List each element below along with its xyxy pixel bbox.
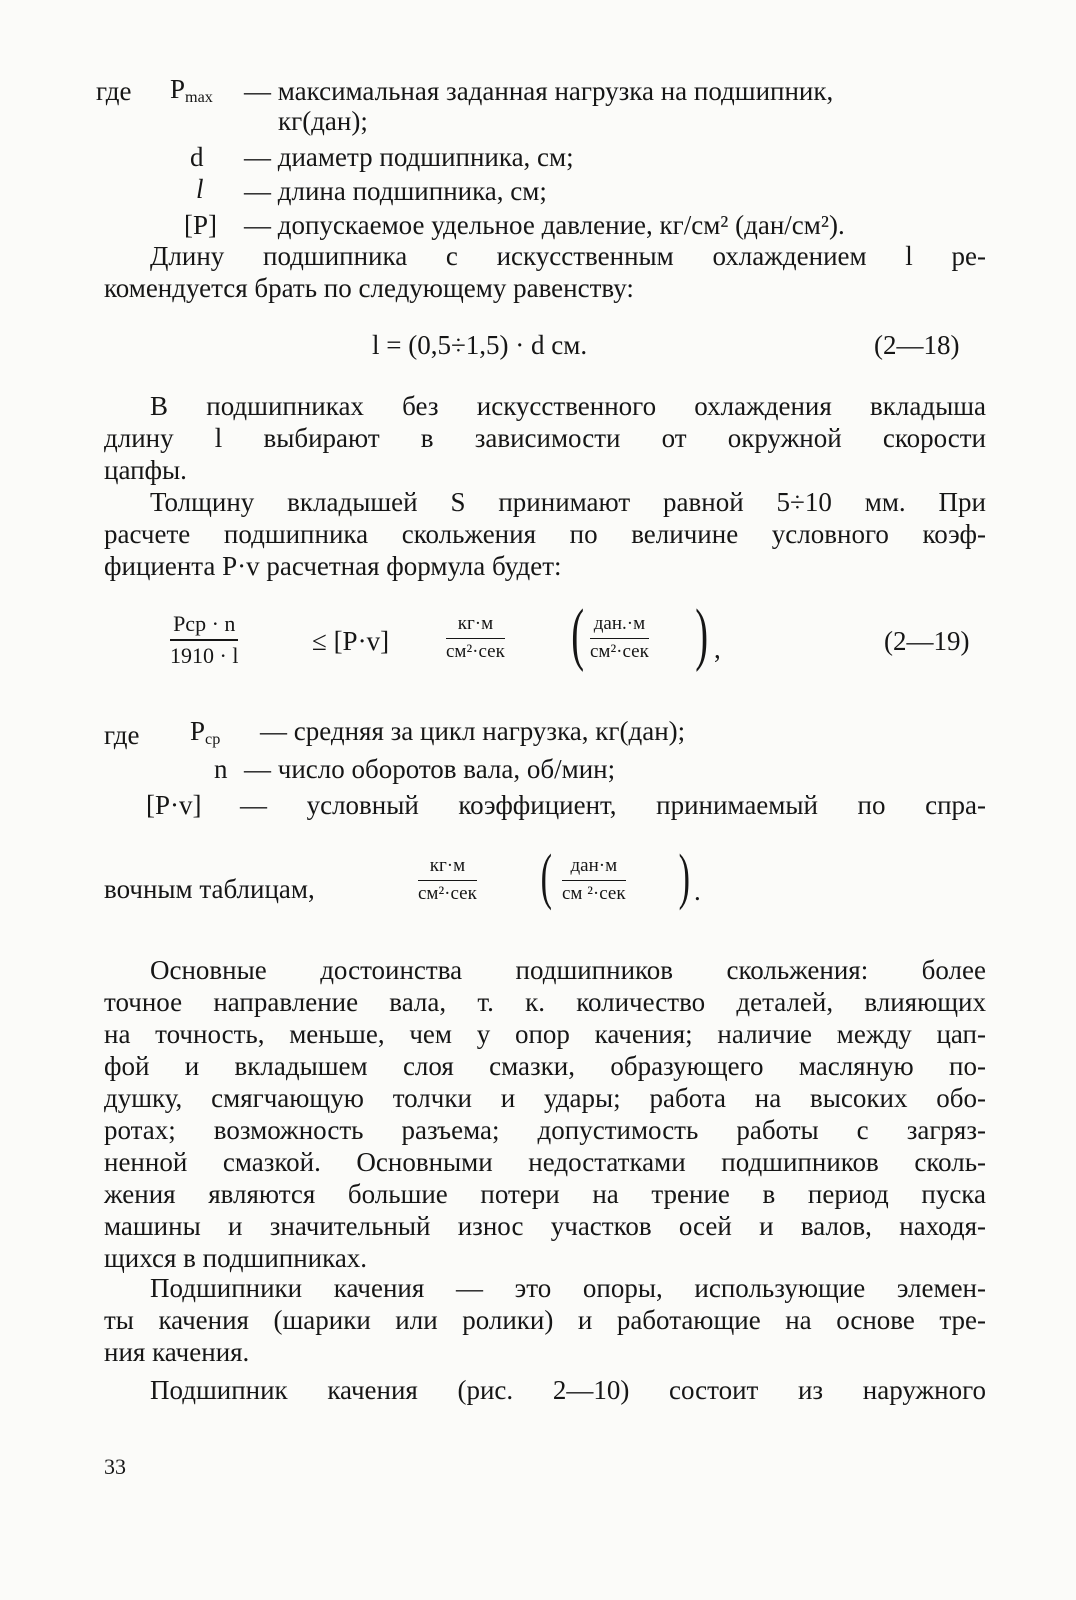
equation-2-19-lhs <box>170 612 238 668</box>
text-line: жения являются большие потери на трение в период пуска <box>104 1179 986 1209</box>
text-line: Подшипники качения — это опоры, использующие элемен- <box>150 1273 986 1303</box>
fraction-bar <box>562 880 626 882</box>
right-parenthesis: ) <box>678 843 691 911</box>
text-line: фициента P·v расчетная формула будет: <box>104 551 562 581</box>
text-line: Толщину вкладышей S принимают равной 5÷10 мм. При <box>150 487 986 517</box>
pmax-symbol <box>170 76 213 105</box>
text-line: точное направление вала, т. к. количество деталей, влияющих <box>104 987 986 1017</box>
equation-number-2-19: (2—19) <box>884 626 970 656</box>
text-line: ненной смазкой. Основными недостатками подшипников сколь- <box>104 1147 986 1177</box>
pcp-description: — средняя за цикл нагрузка, кг(дан); <box>260 716 686 746</box>
left-parenthesis: ( <box>571 596 585 673</box>
equation-number-2-18: (2—18) <box>874 330 960 360</box>
p-description: — допускаемое удельное давление, кг/см² (дан/см²). <box>244 210 845 240</box>
unit-numerator: дан·м <box>570 855 618 876</box>
right-parenthesis: ) <box>695 596 709 673</box>
fraction-bar <box>446 638 505 640</box>
unit-numerator: кг·м <box>457 613 494 634</box>
n-symbol: n <box>214 754 228 784</box>
pv-symbol: [P·v] <box>146 790 202 820</box>
pmax-subscript: max <box>185 88 213 107</box>
text-line: щихся в подшипниках. <box>104 1243 368 1273</box>
text-line: на точность, меньше, чем у опор качения; наличие между цап- <box>104 1019 986 1049</box>
pmax-description: — максимальная заданная нагрузка на подшипник, <box>244 76 834 106</box>
text-line: ты качения (шарики или ролики) и работающие на основе тре- <box>104 1305 986 1335</box>
where-label: где <box>96 76 132 106</box>
text-line: расчете подшипника скольжения по величине условного коэф- <box>104 519 986 549</box>
text-line: В подшипниках без искусственного охлаждения вкладыша <box>150 391 986 421</box>
tables-unit-dan <box>562 856 626 905</box>
equation-2-19-unit-kg <box>446 614 505 663</box>
equation-2-19-comma: , <box>714 634 721 664</box>
text-line: цапфы. <box>104 455 187 485</box>
text-line: Подшипник качения (рис. 2—10) состоит из наружного <box>150 1375 986 1405</box>
paragraph-length <box>104 240 986 304</box>
unit-denominator: см²·сек <box>446 641 505 663</box>
paragraph-next <box>104 1374 986 1406</box>
fraction-bar <box>590 638 649 640</box>
text-line: ротах; возможность разъема; допустимость работы с загряз- <box>104 1115 986 1145</box>
paragraph-rolling <box>104 1272 986 1368</box>
paragraph-thickness <box>104 486 986 582</box>
fraction-bar <box>418 880 477 882</box>
pv-description: — условный коэффициент, принимаемый по спра- <box>240 790 986 820</box>
tables-text: вочным таблицам, <box>104 874 315 904</box>
unit-numerator: кг·м <box>429 855 466 876</box>
n-description: — число оборотов вала, об/мин; <box>244 754 616 784</box>
p-symbol: [P] <box>184 210 217 240</box>
pcp-symbol <box>190 718 220 747</box>
page-number: 33 <box>104 1454 126 1479</box>
tables-unit-kg <box>418 856 477 905</box>
equation-2-18: l = (0,5÷1,5) · d см. <box>372 330 588 360</box>
d-symbol: d <box>190 142 204 172</box>
pcp-subscript: ср <box>205 730 221 749</box>
pcp-letter: P <box>190 716 206 746</box>
text-line: душку, смягчающую толчки и удары; работа на высоких обо- <box>104 1083 986 1113</box>
text-line: комендуется брать по следующему равенству: <box>104 273 634 303</box>
equation-2-19-unit-dan <box>590 614 649 663</box>
unit-denominator: см ²·сек <box>562 883 626 905</box>
unit-denominator: см²·сек <box>590 641 649 663</box>
lhs-numerator: Pср · n <box>173 611 236 636</box>
left-parenthesis: ( <box>540 843 553 911</box>
pmax-letter: P <box>170 74 186 104</box>
pmax-unit: кг(дан); <box>278 106 368 136</box>
equation-2-19-relation: ≤ [P·v] <box>312 626 390 656</box>
lhs-denominator: 1910 · l <box>170 642 239 668</box>
tables-period: . <box>694 876 701 906</box>
unit-numerator: дан.·м <box>593 613 646 634</box>
text-line: машины и значительный износ участков осей и валов, находя- <box>104 1211 986 1241</box>
l-description: — длина подшипника, см; <box>244 176 547 206</box>
d-description: — диаметр подшипника, см; <box>244 142 574 172</box>
text-line: длину l выбирают в зависимости от окружной скорости <box>104 423 986 453</box>
paragraph-advantages <box>104 954 986 1274</box>
paragraph-no-cooling <box>104 390 986 486</box>
text-line: ния качения. <box>104 1337 250 1367</box>
text-line: фой и вкладышем слоя смазки, образующего масляную по- <box>104 1051 986 1081</box>
l-symbol: l <box>196 174 204 204</box>
text-line: Основные достоинства подшипников скольжения: более <box>150 955 986 985</box>
text-line: Длину подшипника с искусственным охлаждением l ре- <box>150 241 986 271</box>
unit-denominator: см²·сек <box>418 883 477 905</box>
fraction-bar <box>170 639 238 641</box>
where-label: где <box>104 720 140 750</box>
